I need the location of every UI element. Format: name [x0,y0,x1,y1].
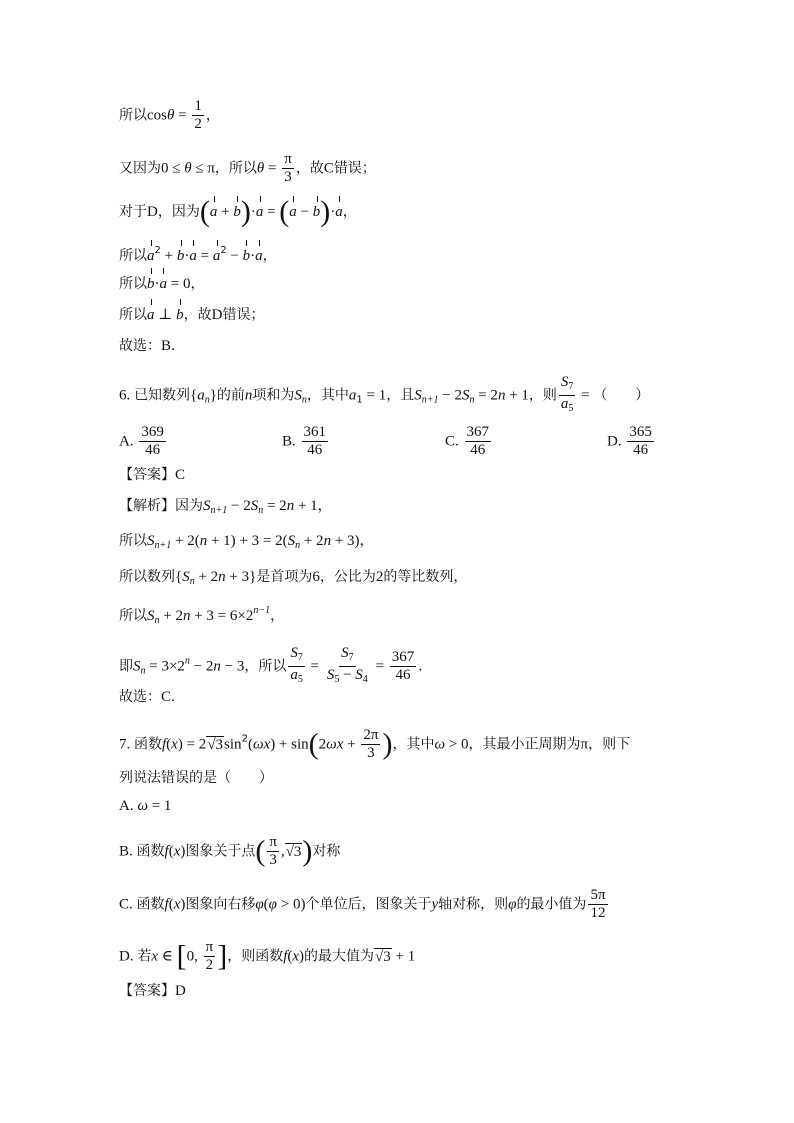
solution-line-cos: 所以cosθ = $\frac{1}{2}$ ， [119,98,220,132]
q6-explain-4: 所以$S_n + 2n + 3 = 6\times 2^{n-1}$， [119,605,285,626]
q6-answer: 【答案】C [119,467,186,483]
solution-line-expand: 所以$a^2 + b\cdot a = a^2 - b\cdot a$， [119,245,277,264]
q6-option-a: A. $\frac{369}{46}$ [119,424,164,458]
q7-answer: 【答案】D [119,983,186,999]
q6-explain-6: 故选：C. [119,689,175,705]
q7-option-d: D. 若x ∈ [0, $\frac{\pi}{2}$ ]，则函数f(x)的最大值为√3 + 1 [119,939,416,973]
question-7-stem-2: 列说法错误的是（ ） [119,770,273,786]
q6-option-b: B. $\frac{361}{46}$ [282,424,327,458]
q6-explain-3: 所以数列$\{S_n + 2n + 3\}$是首项为6，公比为2的等比数列， [119,569,468,587]
q6-explain-1: 【解析】因为$S_{n+1} - 2S_n = 2n + 1$， [119,498,332,516]
question-7-stem-1: 7. 函数$f(x) = 2√3\sin^2(\omega x) + \sin(2\omega x$ + $\frac{2\pi}{3}$ )，其中ω > 0，其最小正周期为π，则下 [119,727,631,761]
q6-explain-2: 所以$S_{n+1} + 2(n + 1) + 3 = 2(S_n + 2n + 3)$， [119,533,374,551]
question-6-stem: 6. 已知数列$\{a_n\}$的前n项和为$S_n$，其中$a_1 = 1$，且$S_{n+1} - 2S_n = 2n + 1$，则 $\frac{S_7}{a_5}$ = （ ） [119,374,650,414]
q7-option-a: A. ω = 1 [119,798,172,814]
q6-option-d: D. $\frac{365}{46}$ [607,424,652,458]
q6-explain-5: 即$S_n = 3\times 2^n - 2n - 3$，所以 $\frac{S_7}{a_5}$ = $\frac{S_7}{S_5 - S_4}$ = $\frac{367}{46}$ ． [119,645,433,685]
solution-line-choose-b: 故选：B． [119,338,186,354]
q7-option-c: C. 函数f(x)图象向右移φ(φ > 0)个单位后，图象关于y轴对称，则φ的最小值为 $\frac{5\pi}{12}$ [119,887,606,921]
solution-line-perpendicular: 所以a ⊥ b，故D错误； [119,307,265,323]
solution-line-d-condition: 对于D，因为(a + b)·a = (a − b)·a， [119,195,357,228]
q7-option-b: B. 函数f(x)图象关于点( $\frac{\pi}{3}$ ,√3)对称 [119,834,341,868]
q6-option-c: C. $\frac{367}{46}$ [445,424,490,458]
solution-line-dot-zero: 所以b·a = 0， [119,276,205,292]
solution-line-theta: 又因为0 ≤ θ ≤ π，所以θ = $\frac{\pi}{3}$ ，故C错误； [119,151,376,185]
